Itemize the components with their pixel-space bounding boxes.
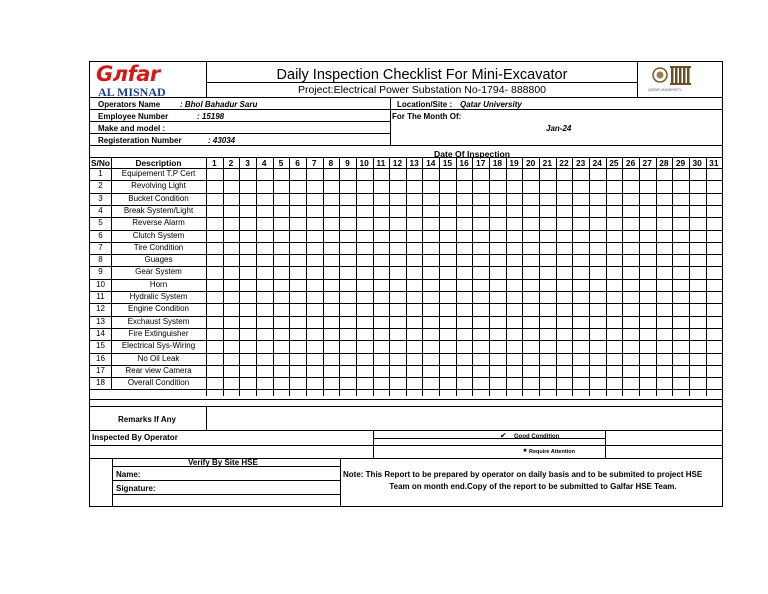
operator-label: Operators Name xyxy=(98,100,161,109)
registration-value: : 43034 xyxy=(208,136,236,145)
day-header-16: 16 xyxy=(459,158,469,168)
month-label: For The Month Of: xyxy=(392,112,462,121)
item-description: Bucket Condition xyxy=(128,193,189,203)
day-header-9: 9 xyxy=(345,158,350,168)
item-description: Overall Condition xyxy=(127,378,190,388)
day-header-12: 12 xyxy=(392,158,403,168)
item-number: 9 xyxy=(98,267,103,277)
item-number: 5 xyxy=(98,218,103,228)
day-header-30: 30 xyxy=(692,158,702,168)
day-header-13: 13 xyxy=(409,158,419,168)
inspected-by-label: Inspected By Operator xyxy=(92,433,178,442)
day-header-18: 18 xyxy=(492,158,503,168)
day-header-26: 26 xyxy=(625,158,636,168)
employee-label: Employee Number xyxy=(98,112,169,121)
signature-label: Signature: xyxy=(116,484,156,493)
item-description: Break System/Light xyxy=(123,205,194,215)
day-header-27: 27 xyxy=(642,158,652,168)
item-number: 14 xyxy=(96,328,105,338)
day-header-10: 10 xyxy=(359,158,369,168)
day-header-17: 17 xyxy=(476,158,486,168)
item-description: No Oil Leak xyxy=(137,353,180,363)
employee-value: : 15198 xyxy=(197,112,225,121)
day-header-1: 1 xyxy=(211,158,217,168)
item-number: 2 xyxy=(98,181,103,191)
operator-value: : Bhol Bahadur Saru xyxy=(180,100,258,109)
item-description: Horn xyxy=(149,279,168,289)
day-header-19: 19 xyxy=(509,158,519,168)
item-description: Tire Condition xyxy=(133,242,184,252)
location-label: Location/Site : xyxy=(397,100,453,109)
day-header-21: 21 xyxy=(542,158,552,168)
item-number: 15 xyxy=(96,341,105,351)
item-number: 4 xyxy=(98,205,103,215)
inspection-sheet xyxy=(89,61,723,507)
item-description: Reverse Alarm xyxy=(132,218,185,228)
item-number: 1 xyxy=(98,169,103,178)
item-number: 3 xyxy=(98,193,103,203)
university-emblem-icon xyxy=(646,65,696,87)
note-line-1: Note: This Report to be prepared by operator on daily basis and to be submited to project HSE xyxy=(343,470,703,479)
item-description: Clutch System xyxy=(132,230,185,240)
remarks-label: Remarks If Any xyxy=(118,415,176,424)
item-description: Exchaust System xyxy=(127,316,190,326)
cross-mark-icon: ✖ xyxy=(523,448,528,454)
month-value: Jan-24 xyxy=(546,124,572,133)
item-description: Engine Condition xyxy=(128,304,189,314)
al-misnad-logo: AL MISNAD xyxy=(98,85,166,99)
day-header-4: 4 xyxy=(261,158,267,168)
day-header-3: 3 xyxy=(245,158,250,168)
university-caption: QATAR UNIVERSITY xyxy=(648,88,682,92)
require-attention-label: Require Attention xyxy=(529,449,575,455)
item-number: 12 xyxy=(96,304,105,314)
sno-header: S/No xyxy=(90,158,111,168)
item-description: Guages xyxy=(144,255,173,265)
item-description: Rear view Camera xyxy=(125,365,192,375)
check-mark-icon: ✔ xyxy=(500,431,507,440)
item-description: Fire Extinguisher xyxy=(128,328,189,338)
project-subtitle: Project:Electrical Power Substation No-1794- 888800 xyxy=(297,84,547,96)
day-header-7: 7 xyxy=(311,158,317,168)
day-header-6: 6 xyxy=(295,158,300,168)
item-number: 7 xyxy=(98,242,103,252)
item-description: Equipement T.P Cert xyxy=(121,169,196,178)
item-number: 18 xyxy=(96,378,105,388)
note-line-2: Team on month end.Copy of the report to be submitted to Galfar HSE Team. xyxy=(389,482,677,491)
item-number: 6 xyxy=(98,230,103,240)
item-number: 11 xyxy=(96,292,105,301)
description-header: Description xyxy=(135,158,182,168)
date-of-inspection-header: Date Of Inspection xyxy=(434,149,510,159)
day-header-11: 11 xyxy=(376,158,386,168)
item-number: 13 xyxy=(96,316,105,326)
day-header-5: 5 xyxy=(278,158,284,168)
item-description: Gear System xyxy=(135,267,182,277)
item-number: 16 xyxy=(96,353,105,363)
day-header-2: 2 xyxy=(228,158,234,168)
day-header-29: 29 xyxy=(675,158,686,168)
page-title: Daily Inspection Checklist For Mini-Excavator xyxy=(276,67,568,83)
name-label: Name: xyxy=(116,470,141,479)
qatar-university-logo xyxy=(646,65,696,93)
verify-hse-heading: Verify By Site HSE xyxy=(188,458,258,467)
make-model-label: Make and model : xyxy=(98,124,166,133)
day-header-25: 25 xyxy=(609,158,619,168)
day-header-24: 24 xyxy=(592,158,602,168)
day-header-8: 8 xyxy=(328,158,334,168)
item-description: Revolving Light xyxy=(131,181,186,191)
galfar-logo: Gлfar xyxy=(96,62,160,86)
item-number: 17 xyxy=(96,365,105,375)
location-value: Qatar University xyxy=(460,100,522,109)
day-header-14: 14 xyxy=(426,158,436,168)
day-header-20: 20 xyxy=(526,158,536,168)
good-condition-label: Good Condition xyxy=(514,434,560,440)
item-description: Electrical Sys-Wiring xyxy=(121,341,196,351)
day-header-31: 31 xyxy=(709,158,719,168)
item-description: Hydralic System xyxy=(129,292,188,301)
day-header-15: 15 xyxy=(442,158,453,168)
registration-label: Registeration Number xyxy=(98,136,182,145)
day-header-23: 23 xyxy=(575,158,586,168)
item-number: 8 xyxy=(98,255,103,265)
item-number: 10 xyxy=(96,279,105,289)
day-header-28: 28 xyxy=(659,158,669,168)
day-header-22: 22 xyxy=(559,158,569,168)
